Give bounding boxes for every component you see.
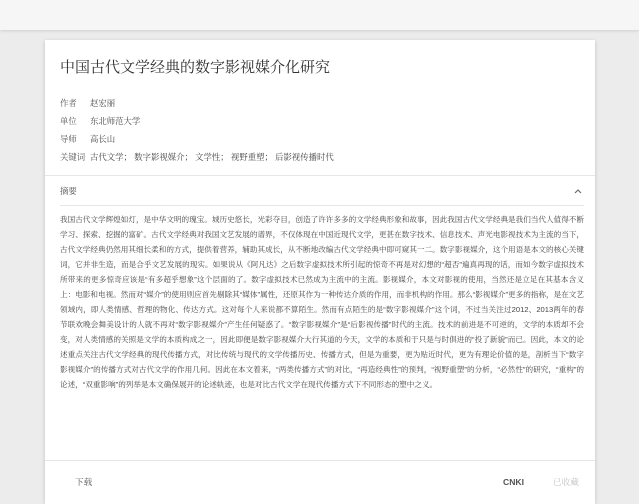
divider: [45, 175, 595, 176]
paper-title: 中国古代文学经典的数字影视媒介化研究: [60, 59, 331, 76]
meta-value-advisor[interactable]: 高长山: [90, 134, 116, 144]
meta-key: 单位: [60, 116, 77, 126]
paper-detail-card: [45, 40, 595, 504]
divider: [60, 205, 584, 206]
chevron-up-icon[interactable]: [574, 187, 582, 195]
abstract-text: 我国古代文学辉煌如灯，是中华文明的瑰宝。城历史悠长，光彩夺目，创造了许许多多的文学经典形象和故事，因此我国古代文学经典是我们当代人值得不断学习、探索、挖掘的富矿。古代文学经典对我国文艺发展的谱界，不仅体现在中国近现代文学，更甚在数字技术、信息技术、声光电影视技术为主流的当下，古代文学经典仍然用其细长柔和的方式，提供着营养，辅助其成长，从不断地改编古代文学经典中即可窥其一二。数字影视媒介，这个用语是本文的核心关键词，它并非生造，而是合乎文艺发展的现实。如果说从《阿凡达》之后数字虚拟技术所引起的惊奇不再是对幻想的“超否”遍真再现的话，而如今数字虚拟技术所带来的更多惊奇应该是“有多超乎想象”这个层面的了。数字虚拟技术已然成为主流中的主流。影视媒介，本文对影视的使用，当然还是立足在其基本含义上：电影和电视。然而对“媒介”的使用则应首先剔除其“媒体”属性，还原其作为一种传达介质的作用，而非机构的作用。那么“影视媒介”更多的指称，是在文艺领域内，即人类情感、哲理的物化、传达方式。这对每个人来说都不算陌生。然而有点陌生的是“数字影视媒介”这个词，不过当关注过2012、2013两年的春节联欢晚会舞美设计的人就不再对“数字影视媒介”产生任何疑惑了。“数字影视媒介”是“后影视传播”时代的主流。技术的前进是不可逆的，文学的本质却不会变，对人类情感的关照是文学的本质构成之一，因此即便是数字影视媒介大行其道的今天，文学的本质和于只是与时俱进的“投了新貌”而已。因此，本文的论述重点关注古代文学经典的现代传播方式，对比传统与现代的文学传播历史、传播方式，但是为重要，更为贴近时代，更为有理论价值的是，剖析当下“数字影视媒介”的传播方式对古代文学的作用几何。因此在本文着来，“两类传播方式”的对比，“再造经典性”的预判，“视野重塑”的分析，“必然性”的研究，“重构”的论述，“双重影响”的列举是本文确保展开的论述轨迹，也是对比古代文学在现代传播方式下不同形态的塑中之义。: [60, 215, 584, 389]
meta-value-keywords[interactable]: 古代文学； 数字影视媒介； 文学性； 视野重塑； 后影视传播时代: [90, 152, 334, 162]
abstract-toggle[interactable]: [60, 183, 584, 199]
collected-button[interactable]: 已收藏: [553, 477, 579, 487]
action-bar: [45, 468, 595, 496]
meta-row-keywords: [60, 148, 580, 166]
top-bar: [0, 0, 639, 30]
cnki-button[interactable]: CNKI: [503, 477, 525, 487]
meta-row-author: [60, 94, 580, 112]
abstract-label: 摘要: [60, 186, 77, 196]
meta-key: 关键词: [60, 152, 86, 162]
download-button[interactable]: 下载: [75, 477, 93, 487]
divider: [45, 460, 595, 461]
meta-value-institution[interactable]: 东北师范大学: [90, 116, 141, 126]
meta-row-advisor: [60, 130, 580, 148]
meta-row-institution: [60, 112, 580, 130]
meta-value-author[interactable]: 赵宏丽: [90, 98, 116, 108]
meta-key: 导师: [60, 134, 77, 144]
meta-key: 作者: [60, 98, 77, 108]
paper-meta: [60, 94, 580, 166]
